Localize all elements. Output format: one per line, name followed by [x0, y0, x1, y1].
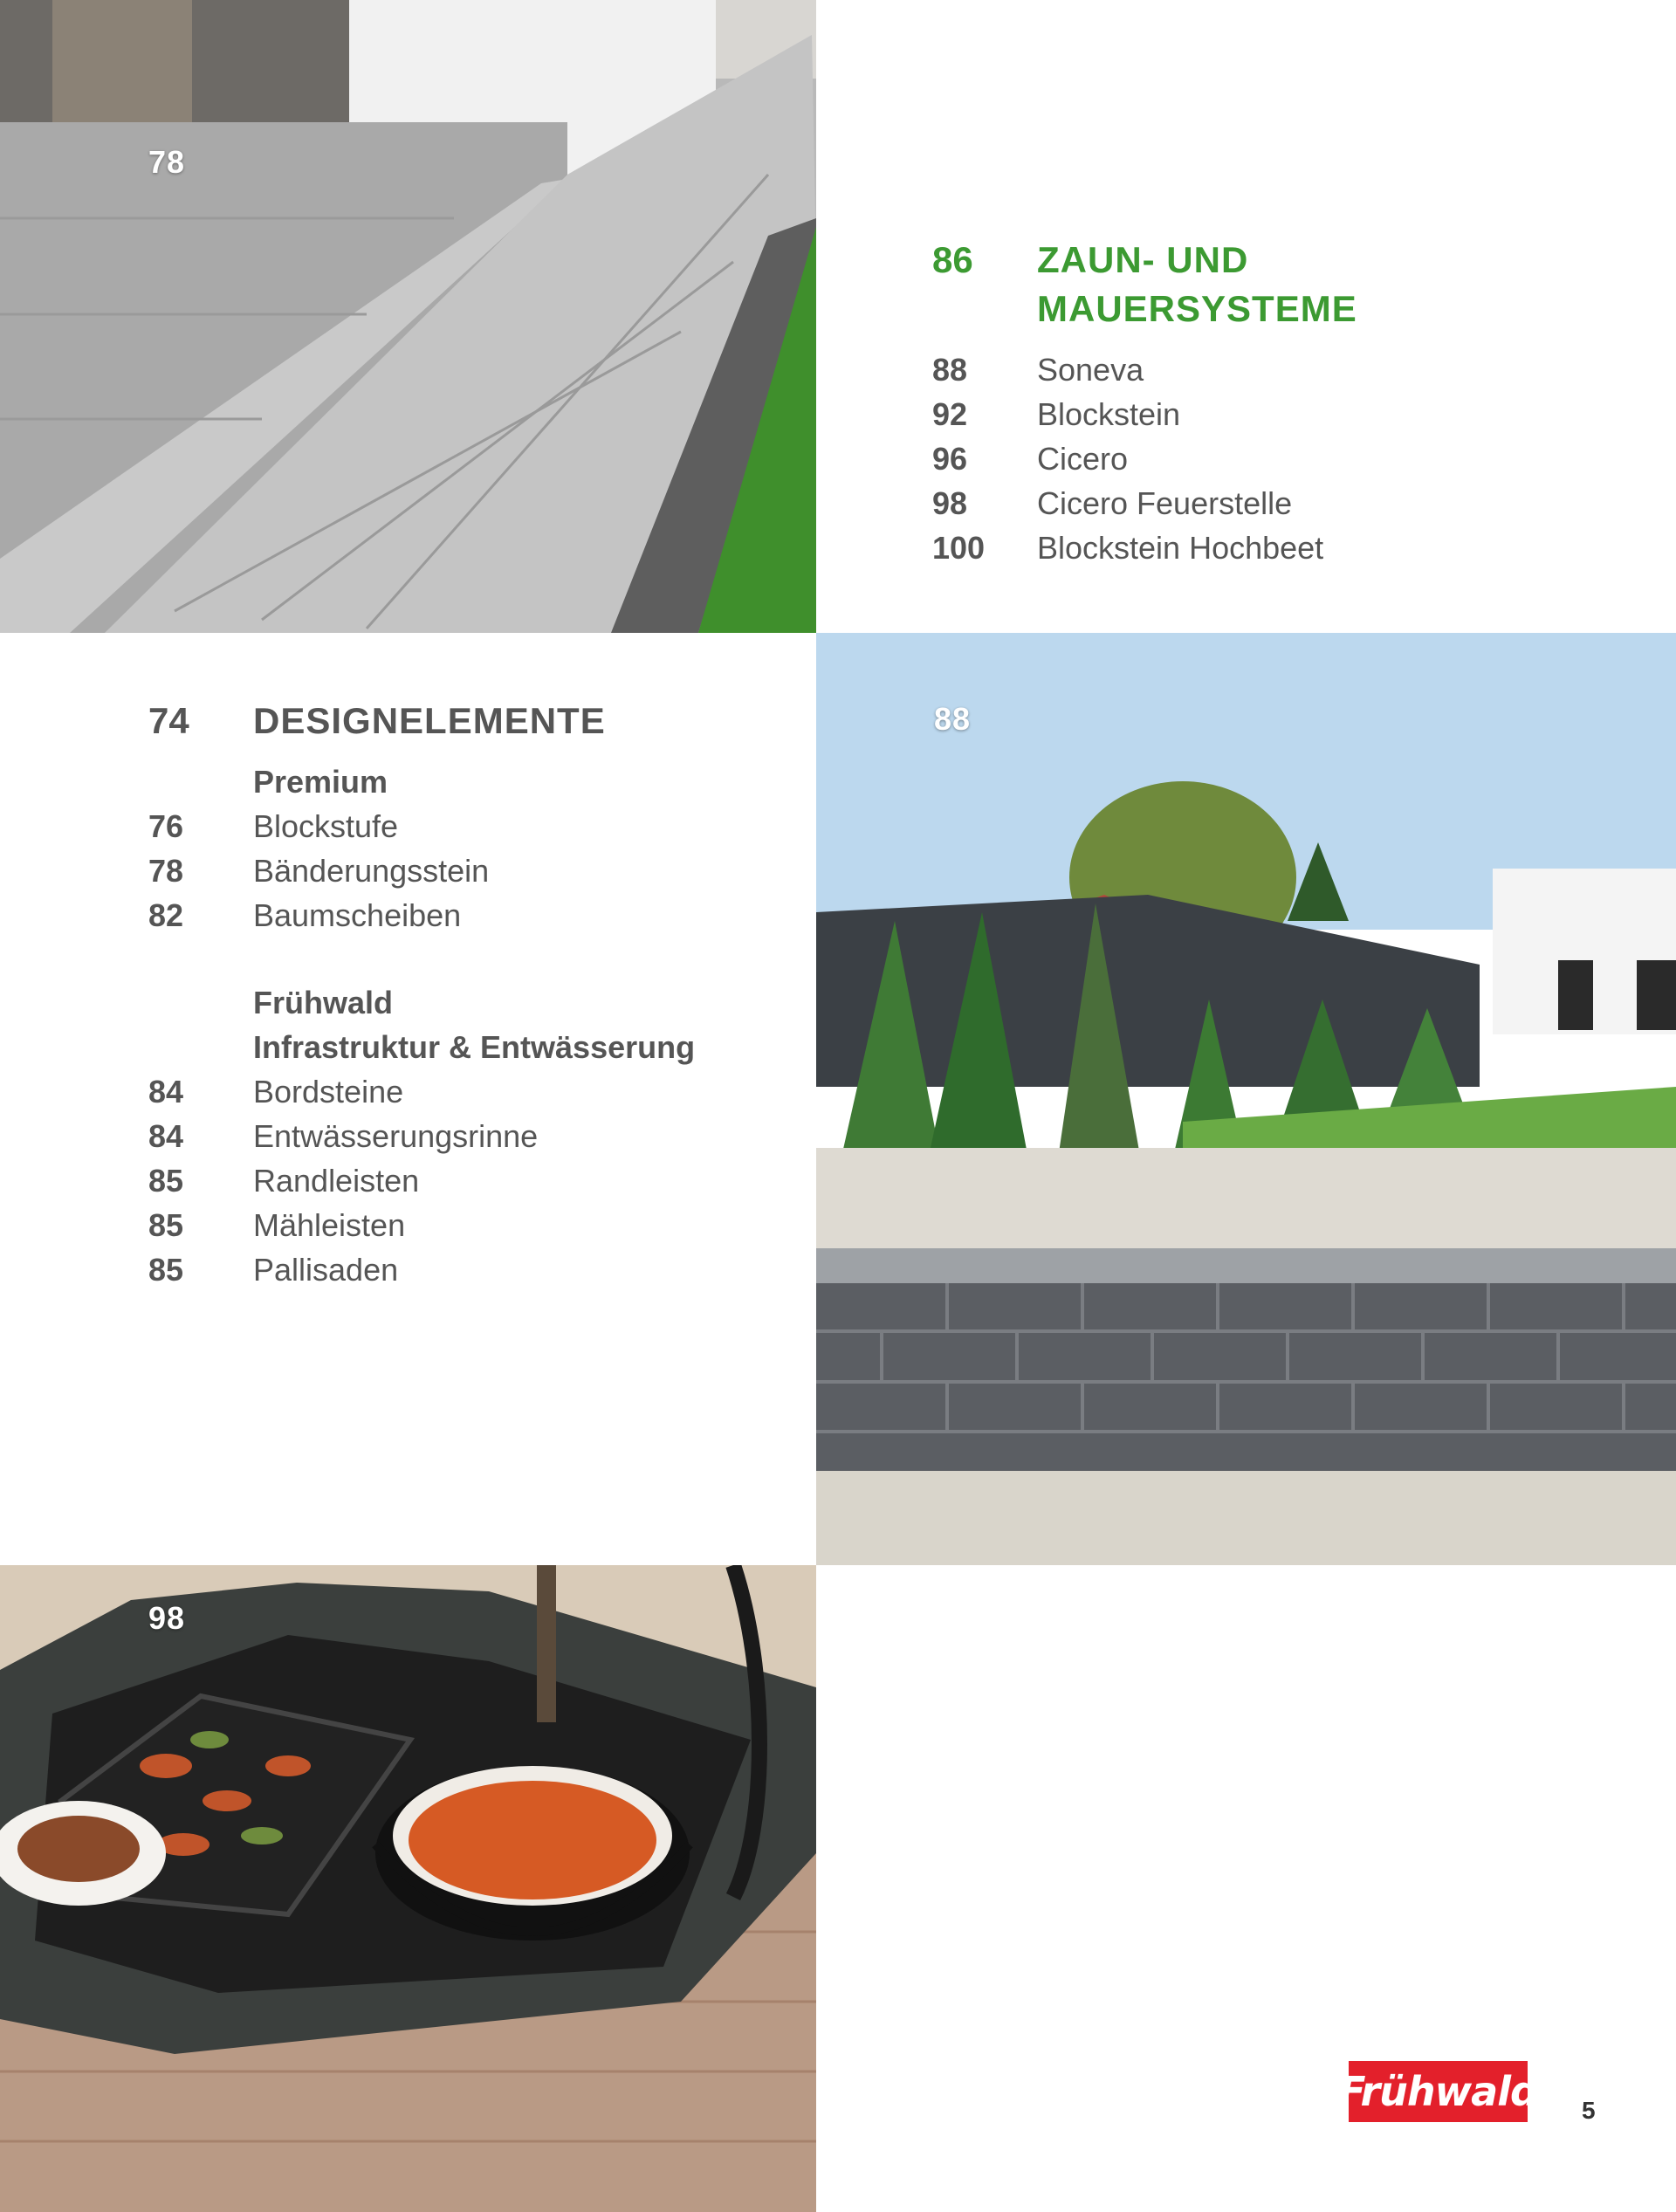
group-heading-infrastruktur: Infrastruktur & Entwässerung: [253, 1029, 696, 1065]
spacer: [148, 938, 794, 980]
section-page-number: 86: [932, 239, 973, 280]
toc-section-zaun: [932, 236, 1648, 570]
toc-entry[interactable]: [148, 804, 794, 848]
photo-page-number: 98: [148, 1600, 186, 1636]
entry-label: Entwässerungsrinne: [253, 1118, 539, 1154]
entry-page: 85: [148, 1163, 184, 1199]
toc-entry[interactable]: [148, 1069, 794, 1114]
entry-label: Blockstufe: [253, 808, 399, 844]
entry-page: 96: [932, 441, 968, 477]
entry-label: Cicero: [1037, 441, 1129, 477]
entry-page: 85: [148, 1252, 184, 1288]
toc-entry[interactable]: [148, 1158, 794, 1203]
toc-entry[interactable]: [932, 347, 1648, 392]
photo-fire-pit: [0, 1565, 816, 2212]
toc-entry[interactable]: [148, 1114, 794, 1158]
entry-label: Randleisten: [253, 1163, 420, 1199]
entry-page: 98: [932, 485, 968, 521]
entry-label: Blockstein Hochbeet: [1037, 530, 1324, 566]
section-page-number: 74: [148, 700, 189, 741]
entry-label: Bordsteine: [253, 1074, 404, 1109]
entry-page: 84: [148, 1074, 184, 1109]
entry-page: 92: [932, 396, 968, 432]
photo-page-number: 78: [148, 144, 186, 180]
section-title: DESIGNELEMENTE: [253, 700, 606, 741]
section-title-line-2: MAUERSYSTEME: [1037, 288, 1357, 329]
entry-page: 88: [932, 352, 968, 388]
toc-entry[interactable]: [932, 436, 1648, 481]
toc-entry-list: [932, 347, 1648, 570]
entry-label: Baumscheiben: [253, 897, 462, 933]
photo-paving-terrace: [0, 0, 816, 633]
entry-label: Blockstein: [1037, 396, 1181, 432]
entry-page: 84: [148, 1118, 184, 1154]
entry-label: Mähleisten: [253, 1207, 406, 1243]
entry-page: 100: [932, 530, 986, 566]
toc-entry[interactable]: [148, 1203, 794, 1247]
toc-entry[interactable]: [932, 526, 1648, 570]
section-title-line-1: ZAUN- UND: [1037, 239, 1249, 280]
fruehwald-logo: [1338, 2061, 1538, 2122]
entry-label: Cicero Feuerstelle: [1037, 485, 1293, 521]
toc-entry[interactable]: [932, 392, 1648, 436]
entry-page: 85: [148, 1207, 184, 1243]
section-heading: [932, 236, 1648, 333]
entry-page: 78: [148, 853, 184, 889]
section-heading: [148, 697, 794, 745]
toc-section-design: [148, 697, 794, 1292]
photo-page-number: 88: [934, 701, 972, 737]
toc-entry[interactable]: [148, 848, 794, 893]
photo-garden-wall: [816, 633, 1676, 1565]
entry-label: Bänderungsstein: [253, 853, 490, 889]
toc-entry[interactable]: [932, 481, 1648, 526]
group-heading-fruehwald: Frühwald: [253, 985, 393, 1020]
toc-entry-list: [148, 759, 794, 1292]
entry-page: 76: [148, 808, 184, 844]
entry-page: 82: [148, 897, 184, 933]
entry-label: Soneva: [1037, 352, 1144, 388]
entry-label: Pallisaden: [253, 1252, 399, 1288]
section-title: [1037, 236, 1357, 333]
toc-entry[interactable]: [148, 893, 794, 938]
logo-text: Frühwald: [1338, 2068, 1538, 2115]
toc-entry[interactable]: [148, 1247, 794, 1292]
group-heading-premium: Premium: [253, 764, 388, 800]
page-number: 5: [1582, 2097, 1596, 2124]
